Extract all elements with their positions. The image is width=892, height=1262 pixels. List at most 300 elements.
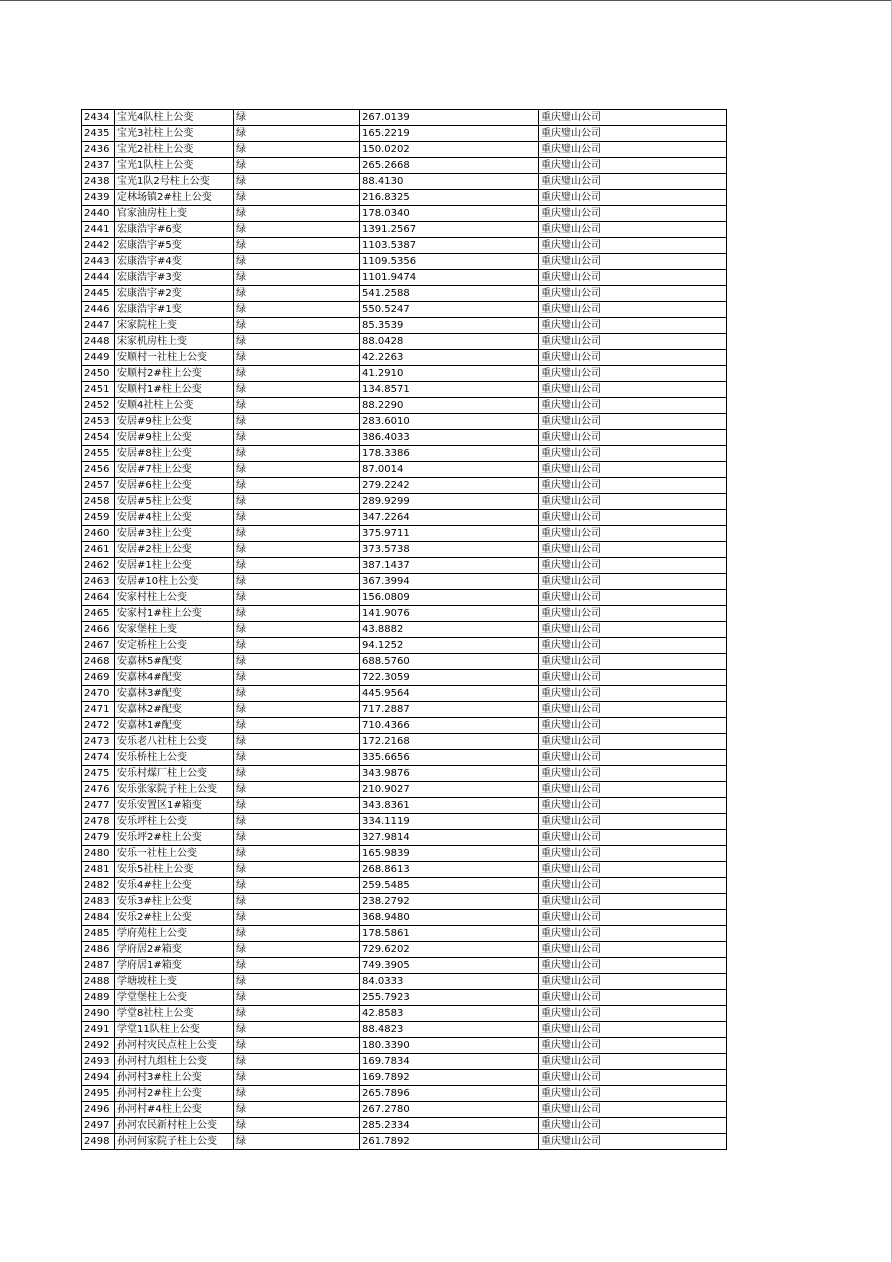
status-color-cell: 绿 <box>234 414 360 430</box>
value-cell: 541.2588 <box>360 286 539 302</box>
value-cell: 268.8613 <box>360 862 539 878</box>
value-cell: 178.5861 <box>360 926 539 942</box>
page-top-rule <box>0 0 892 1</box>
value-cell: 368.9480 <box>360 910 539 926</box>
value-cell: 43.8882 <box>360 622 539 638</box>
transformer-name-cell: 学堂堡柱上公变 <box>115 990 234 1006</box>
table-row <box>82 494 727 510</box>
table-row <box>82 462 727 478</box>
transformer-name-cell: 安乐张家院子柱上公变 <box>115 782 234 798</box>
company-cell: 重庆璧山公司 <box>539 462 727 478</box>
row-id-cell: 2481 <box>82 862 115 878</box>
table-row <box>82 638 727 654</box>
status-color-cell: 绿 <box>234 894 360 910</box>
status-color-cell: 绿 <box>234 686 360 702</box>
value-cell: 335.6656 <box>360 750 539 766</box>
transformer-name-cell: 安居#5柱上公变 <box>115 494 234 510</box>
value-cell: 84.0333 <box>360 974 539 990</box>
status-color-cell: 绿 <box>234 1070 360 1086</box>
row-id-cell: 2469 <box>82 670 115 686</box>
transformer-name-cell: 孙河村2#柱上公变 <box>115 1086 234 1102</box>
status-color-cell: 绿 <box>234 942 360 958</box>
value-cell: 178.3386 <box>360 446 539 462</box>
status-color-cell: 绿 <box>234 542 360 558</box>
value-cell: 178.0340 <box>360 206 539 222</box>
data-table <box>81 109 727 1150</box>
status-color-cell: 绿 <box>234 1038 360 1054</box>
row-id-cell: 2482 <box>82 878 115 894</box>
status-color-cell: 绿 <box>234 670 360 686</box>
transformer-name-cell: 安居#2柱上公变 <box>115 542 234 558</box>
value-cell: 688.5760 <box>360 654 539 670</box>
value-cell: 169.7892 <box>360 1070 539 1086</box>
row-id-cell: 2477 <box>82 798 115 814</box>
transformer-name-cell: 宏康浩宇#1变 <box>115 302 234 318</box>
company-cell: 重庆璧山公司 <box>539 702 727 718</box>
value-cell: 261.7892 <box>360 1134 539 1150</box>
row-id-cell: 2490 <box>82 1006 115 1022</box>
company-cell: 重庆璧山公司 <box>539 334 727 350</box>
value-cell: 1103.5387 <box>360 238 539 254</box>
transformer-name-cell: 孙河何家院子柱上公变 <box>115 1134 234 1150</box>
transformer-name-cell: 安乐安置区1#箱变 <box>115 798 234 814</box>
status-color-cell: 绿 <box>234 1006 360 1022</box>
status-color-cell: 绿 <box>234 1134 360 1150</box>
row-id-cell: 2475 <box>82 766 115 782</box>
transformer-name-cell: 安乐5社柱上公变 <box>115 862 234 878</box>
transformer-name-cell: 安嘉林3#配变 <box>115 686 234 702</box>
transformer-name-cell: 学府居2#箱变 <box>115 942 234 958</box>
transformer-name-cell: 安乐桥柱上公变 <box>115 750 234 766</box>
table-row <box>82 846 727 862</box>
row-id-cell: 2485 <box>82 926 115 942</box>
status-color-cell: 绿 <box>234 574 360 590</box>
status-color-cell: 绿 <box>234 398 360 414</box>
table-row <box>82 590 727 606</box>
value-cell: 343.8361 <box>360 798 539 814</box>
status-color-cell: 绿 <box>234 654 360 670</box>
row-id-cell: 2478 <box>82 814 115 830</box>
transformer-name-cell: 官家油房柱上变 <box>115 206 234 222</box>
transformer-name-cell: 安家村柱上公变 <box>115 590 234 606</box>
transformer-name-cell: 孙河村3#柱上公变 <box>115 1070 234 1086</box>
transformer-name-cell: 安嘉林5#配变 <box>115 654 234 670</box>
row-id-cell: 2480 <box>82 846 115 862</box>
company-cell: 重庆璧山公司 <box>539 798 727 814</box>
table-row <box>82 862 727 878</box>
value-cell: 216.8325 <box>360 190 539 206</box>
table-row <box>82 142 727 158</box>
company-cell: 重庆璧山公司 <box>539 542 727 558</box>
status-color-cell: 绿 <box>234 302 360 318</box>
status-color-cell: 绿 <box>234 430 360 446</box>
company-cell: 重庆璧山公司 <box>539 1086 727 1102</box>
company-cell: 重庆璧山公司 <box>539 1038 727 1054</box>
value-cell: 165.2219 <box>360 126 539 142</box>
table-row <box>82 958 727 974</box>
status-color-cell: 绿 <box>234 142 360 158</box>
table-row <box>82 510 727 526</box>
company-cell: 重庆璧山公司 <box>539 1102 727 1118</box>
transformer-name-cell: 安嘉林4#配变 <box>115 670 234 686</box>
table-row <box>82 606 727 622</box>
company-cell: 重庆璧山公司 <box>539 206 727 222</box>
table-row <box>82 1102 727 1118</box>
company-cell: 重庆璧山公司 <box>539 814 727 830</box>
value-cell: 387.1437 <box>360 558 539 574</box>
value-cell: 289.9299 <box>360 494 539 510</box>
table-row <box>82 190 727 206</box>
row-id-cell: 2440 <box>82 206 115 222</box>
row-id-cell: 2444 <box>82 270 115 286</box>
company-cell: 重庆璧山公司 <box>539 190 727 206</box>
table-row <box>82 350 727 366</box>
table-row <box>82 942 727 958</box>
value-cell: 722.3059 <box>360 670 539 686</box>
row-id-cell: 2449 <box>82 350 115 366</box>
transformer-name-cell: 学府居1#箱变 <box>115 958 234 974</box>
company-cell: 重庆璧山公司 <box>539 414 727 430</box>
company-cell: 重庆璧山公司 <box>539 974 727 990</box>
value-cell: 1101.9474 <box>360 270 539 286</box>
status-color-cell: 绿 <box>234 990 360 1006</box>
row-id-cell: 2439 <box>82 190 115 206</box>
value-cell: 210.9027 <box>360 782 539 798</box>
value-cell: 88.2290 <box>360 398 539 414</box>
table-row <box>82 206 727 222</box>
value-cell: 42.8583 <box>360 1006 539 1022</box>
table-row <box>82 254 727 270</box>
value-cell: 134.8571 <box>360 382 539 398</box>
transformer-name-cell: 安居#6柱上公变 <box>115 478 234 494</box>
transformer-name-cell: 安乐4#柱上公变 <box>115 878 234 894</box>
value-cell: 327.9814 <box>360 830 539 846</box>
transformer-name-cell: 宋家机房柱上变 <box>115 334 234 350</box>
company-cell: 重庆璧山公司 <box>539 270 727 286</box>
row-id-cell: 2436 <box>82 142 115 158</box>
value-cell: 88.0428 <box>360 334 539 350</box>
transformer-name-cell: 孙河村九组柱上公变 <box>115 1054 234 1070</box>
value-cell: 259.5485 <box>360 878 539 894</box>
status-color-cell: 绿 <box>234 718 360 734</box>
transformer-name-cell: 安居#10柱上公变 <box>115 574 234 590</box>
table-row <box>82 990 727 1006</box>
table-row <box>82 830 727 846</box>
table-row <box>82 574 727 590</box>
company-cell: 重庆璧山公司 <box>539 1134 727 1150</box>
status-color-cell: 绿 <box>234 478 360 494</box>
company-cell: 重庆璧山公司 <box>539 958 727 974</box>
transformer-name-cell: 安乐3#柱上公变 <box>115 894 234 910</box>
company-cell: 重庆璧山公司 <box>539 830 727 846</box>
status-color-cell: 绿 <box>234 974 360 990</box>
company-cell: 重庆璧山公司 <box>539 222 727 238</box>
value-cell: 238.2792 <box>360 894 539 910</box>
status-color-cell: 绿 <box>234 622 360 638</box>
transformer-name-cell: 安居#1柱上公变 <box>115 558 234 574</box>
value-cell: 1109.5356 <box>360 254 539 270</box>
row-id-cell: 2494 <box>82 1070 115 1086</box>
value-cell: 717.2887 <box>360 702 539 718</box>
status-color-cell: 绿 <box>234 1086 360 1102</box>
company-cell: 重庆璧山公司 <box>539 718 727 734</box>
row-id-cell: 2455 <box>82 446 115 462</box>
company-cell: 重庆璧山公司 <box>539 398 727 414</box>
transformer-name-cell: 宝光2社柱上公变 <box>115 142 234 158</box>
row-id-cell: 2471 <box>82 702 115 718</box>
row-id-cell: 2453 <box>82 414 115 430</box>
table-row <box>82 1118 727 1134</box>
value-cell: 42.2263 <box>360 350 539 366</box>
row-id-cell: 2479 <box>82 830 115 846</box>
value-cell: 88.4130 <box>360 174 539 190</box>
company-cell: 重庆璧山公司 <box>539 606 727 622</box>
row-id-cell: 2461 <box>82 542 115 558</box>
value-cell: 347.2264 <box>360 510 539 526</box>
company-cell: 重庆璧山公司 <box>539 750 727 766</box>
value-cell: 334.1119 <box>360 814 539 830</box>
company-cell: 重庆璧山公司 <box>539 254 727 270</box>
value-cell: 41.2910 <box>360 366 539 382</box>
value-cell: 267.2780 <box>360 1102 539 1118</box>
row-id-cell: 2446 <box>82 302 115 318</box>
row-id-cell: 2441 <box>82 222 115 238</box>
company-cell: 重庆璧山公司 <box>539 590 727 606</box>
status-color-cell: 绿 <box>234 702 360 718</box>
row-id-cell: 2472 <box>82 718 115 734</box>
transformer-name-cell: 安顺村1#柱上公变 <box>115 382 234 398</box>
row-id-cell: 2487 <box>82 958 115 974</box>
status-color-cell: 绿 <box>234 174 360 190</box>
transformer-name-cell: 安顺村2#柱上公变 <box>115 366 234 382</box>
status-color-cell: 绿 <box>234 334 360 350</box>
transformer-name-cell: 安居#4柱上公变 <box>115 510 234 526</box>
status-color-cell: 绿 <box>234 286 360 302</box>
value-cell: 150.0202 <box>360 142 539 158</box>
company-cell: 重庆璧山公司 <box>539 238 727 254</box>
transformer-name-cell: 孙河村灾民点柱上公变 <box>115 1038 234 1054</box>
status-color-cell: 绿 <box>234 110 360 126</box>
row-id-cell: 2454 <box>82 430 115 446</box>
table-row <box>82 126 727 142</box>
company-cell: 重庆璧山公司 <box>539 894 727 910</box>
status-color-cell: 绿 <box>234 750 360 766</box>
status-color-cell: 绿 <box>234 510 360 526</box>
table-row <box>82 542 727 558</box>
row-id-cell: 2466 <box>82 622 115 638</box>
transformer-name-cell: 宏康浩宇#4变 <box>115 254 234 270</box>
status-color-cell: 绿 <box>234 462 360 478</box>
row-id-cell: 2463 <box>82 574 115 590</box>
company-cell: 重庆璧山公司 <box>539 1006 727 1022</box>
value-cell: 169.7834 <box>360 1054 539 1070</box>
status-color-cell: 绿 <box>234 190 360 206</box>
company-cell: 重庆璧山公司 <box>539 174 727 190</box>
value-cell: 375.9711 <box>360 526 539 542</box>
transformer-name-cell: 安家村1#柱上公变 <box>115 606 234 622</box>
value-cell: 267.0139 <box>360 110 539 126</box>
company-cell: 重庆璧山公司 <box>539 670 727 686</box>
company-cell: 重庆璧山公司 <box>539 734 727 750</box>
value-cell: 343.9876 <box>360 766 539 782</box>
transformer-name-cell: 安居#7柱上公变 <box>115 462 234 478</box>
table-row <box>82 1022 727 1038</box>
row-id-cell: 2434 <box>82 110 115 126</box>
company-cell: 重庆璧山公司 <box>539 126 727 142</box>
row-id-cell: 2443 <box>82 254 115 270</box>
transformer-name-cell: 学塘坡柱上变 <box>115 974 234 990</box>
status-color-cell: 绿 <box>234 1118 360 1134</box>
table-row <box>82 718 727 734</box>
company-cell: 重庆璧山公司 <box>539 654 727 670</box>
value-cell: 85.3539 <box>360 318 539 334</box>
company-cell: 重庆璧山公司 <box>539 766 727 782</box>
table-row <box>82 910 727 926</box>
status-color-cell: 绿 <box>234 814 360 830</box>
value-cell: 87.0014 <box>360 462 539 478</box>
status-color-cell: 绿 <box>234 526 360 542</box>
value-cell: 749.3905 <box>360 958 539 974</box>
row-id-cell: 2474 <box>82 750 115 766</box>
transformer-name-cell: 安居#9柱上公变 <box>115 414 234 430</box>
status-color-cell: 绿 <box>234 158 360 174</box>
table-row <box>82 558 727 574</box>
value-cell: 285.2334 <box>360 1118 539 1134</box>
value-cell: 386.4033 <box>360 430 539 446</box>
table-row <box>82 798 727 814</box>
table-row <box>82 782 727 798</box>
company-cell: 重庆璧山公司 <box>539 494 727 510</box>
status-color-cell: 绿 <box>234 910 360 926</box>
transformer-name-cell: 安嘉林2#配变 <box>115 702 234 718</box>
table-row <box>82 222 727 238</box>
row-id-cell: 2496 <box>82 1102 115 1118</box>
row-id-cell: 2450 <box>82 366 115 382</box>
table-row <box>82 1086 727 1102</box>
company-cell: 重庆璧山公司 <box>539 942 727 958</box>
transformer-name-cell: 安家堡柱上变 <box>115 622 234 638</box>
company-cell: 重庆璧山公司 <box>539 926 727 942</box>
status-color-cell: 绿 <box>234 494 360 510</box>
transformer-name-cell: 宏康浩宇#5变 <box>115 238 234 254</box>
company-cell: 重庆璧山公司 <box>539 526 727 542</box>
status-color-cell: 绿 <box>234 1102 360 1118</box>
transformer-name-cell: 安乐坪2#柱上公变 <box>115 830 234 846</box>
status-color-cell: 绿 <box>234 318 360 334</box>
row-id-cell: 2462 <box>82 558 115 574</box>
table-row <box>82 270 727 286</box>
transformer-name-cell: 宋家院柱上变 <box>115 318 234 334</box>
table-row <box>82 1006 727 1022</box>
status-color-cell: 绿 <box>234 238 360 254</box>
value-cell: 156.0809 <box>360 590 539 606</box>
value-cell: 265.2668 <box>360 158 539 174</box>
transformer-name-cell: 学堂8社柱上公变 <box>115 1006 234 1022</box>
table-row <box>82 382 727 398</box>
row-id-cell: 2495 <box>82 1086 115 1102</box>
transformer-name-cell: 安居#8柱上公变 <box>115 446 234 462</box>
company-cell: 重庆璧山公司 <box>539 1118 727 1134</box>
status-color-cell: 绿 <box>234 862 360 878</box>
value-cell: 141.9076 <box>360 606 539 622</box>
transformer-name-cell: 宝光1队柱上公变 <box>115 158 234 174</box>
transformer-name-cell: 安顺村一社柱上公变 <box>115 350 234 366</box>
company-cell: 重庆璧山公司 <box>539 302 727 318</box>
row-id-cell: 2486 <box>82 942 115 958</box>
company-cell: 重庆璧山公司 <box>539 1070 727 1086</box>
row-id-cell: 2465 <box>82 606 115 622</box>
status-color-cell: 绿 <box>234 734 360 750</box>
status-color-cell: 绿 <box>234 926 360 942</box>
transformer-name-cell: 安乐2#柱上公变 <box>115 910 234 926</box>
row-id-cell: 2438 <box>82 174 115 190</box>
row-id-cell: 2489 <box>82 990 115 1006</box>
value-cell: 279.2242 <box>360 478 539 494</box>
row-id-cell: 2493 <box>82 1054 115 1070</box>
status-color-cell: 绿 <box>234 606 360 622</box>
table-row <box>82 1038 727 1054</box>
row-id-cell: 2452 <box>82 398 115 414</box>
value-cell: 1391.2567 <box>360 222 539 238</box>
company-cell: 重庆璧山公司 <box>539 446 727 462</box>
row-id-cell: 2460 <box>82 526 115 542</box>
row-id-cell: 2437 <box>82 158 115 174</box>
row-id-cell: 2473 <box>82 734 115 750</box>
status-color-cell: 绿 <box>234 798 360 814</box>
row-id-cell: 2468 <box>82 654 115 670</box>
table-row <box>82 702 727 718</box>
table-row <box>82 302 727 318</box>
value-cell: 729.6202 <box>360 942 539 958</box>
row-id-cell: 2459 <box>82 510 115 526</box>
table-row <box>82 974 727 990</box>
value-cell: 94.1252 <box>360 638 539 654</box>
row-id-cell: 2435 <box>82 126 115 142</box>
table-row <box>82 926 727 942</box>
transformer-name-cell: 宏康浩宇#6变 <box>115 222 234 238</box>
status-color-cell: 绿 <box>234 350 360 366</box>
table-row <box>82 446 727 462</box>
row-id-cell: 2488 <box>82 974 115 990</box>
transformer-name-cell: 安居#9柱上公变 <box>115 430 234 446</box>
company-cell: 重庆璧山公司 <box>539 638 727 654</box>
row-id-cell: 2476 <box>82 782 115 798</box>
company-cell: 重庆璧山公司 <box>539 142 727 158</box>
table-row <box>82 814 727 830</box>
company-cell: 重庆璧山公司 <box>539 1054 727 1070</box>
status-color-cell: 绿 <box>234 222 360 238</box>
company-cell: 重庆璧山公司 <box>539 862 727 878</box>
table-row <box>82 158 727 174</box>
value-cell: 373.5738 <box>360 542 539 558</box>
transformer-name-cell: 安嘉林1#配变 <box>115 718 234 734</box>
table-row <box>82 366 727 382</box>
value-cell: 283.6010 <box>360 414 539 430</box>
table-row <box>82 686 727 702</box>
company-cell: 重庆璧山公司 <box>539 286 727 302</box>
row-id-cell: 2445 <box>82 286 115 302</box>
row-id-cell: 2484 <box>82 910 115 926</box>
table-row <box>82 878 727 894</box>
transformer-name-cell: 宏康浩宇#2变 <box>115 286 234 302</box>
company-cell: 重庆璧山公司 <box>539 686 727 702</box>
row-id-cell: 2447 <box>82 318 115 334</box>
status-color-cell: 绿 <box>234 382 360 398</box>
transformer-name-cell: 安乐一社柱上公变 <box>115 846 234 862</box>
company-cell: 重庆璧山公司 <box>539 878 727 894</box>
table-row <box>82 430 727 446</box>
company-cell: 重庆璧山公司 <box>539 510 727 526</box>
